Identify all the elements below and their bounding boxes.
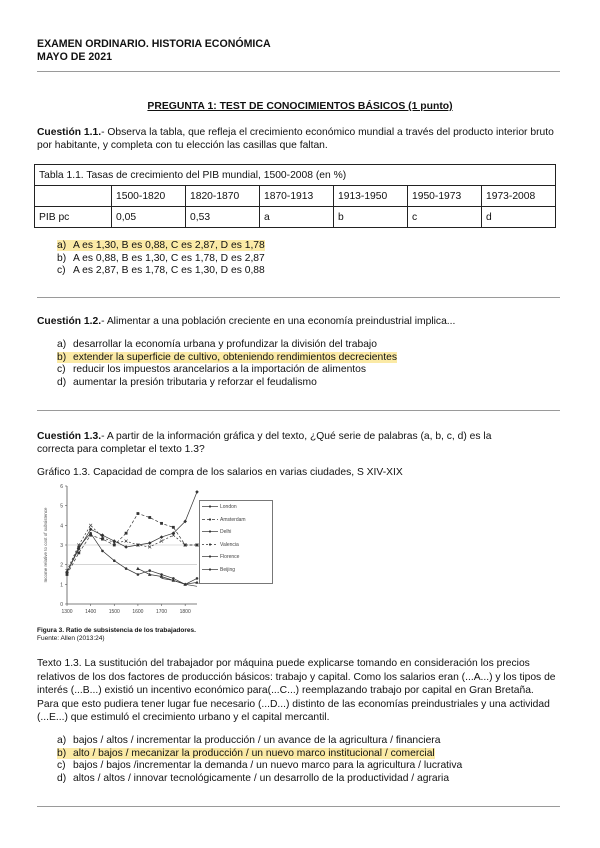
question-1-3 — [37, 430, 557, 457]
question-text: - Alimentar a una población creciente en una economía preindustrial implica... — [101, 316, 456, 327]
option-letter: b) — [57, 252, 67, 264]
option-text: A es 0,88, B es 1,30, C es 1,78, D es 2,87 — [73, 252, 265, 264]
y-tick-label: 3 — [60, 543, 63, 549]
legend-label: Florence — [220, 554, 240, 560]
y-tick-label: 4 — [60, 523, 63, 530]
data-point — [124, 545, 128, 549]
question-1-1 — [37, 126, 557, 153]
option-text: aumentar la presión tributaria y reforzar el feudalismo — [73, 376, 317, 388]
column-header: 1913-1950 — [334, 186, 408, 207]
data-point — [160, 573, 163, 576]
data-point — [113, 559, 116, 562]
option-letter: a) — [57, 240, 67, 251]
question-label: Cuestión 1.1. — [37, 127, 102, 138]
legend-swatch — [202, 554, 218, 559]
x-tick-label: 1600 — [132, 609, 144, 615]
option-text: bajos / altos / incrementar la producción / un avance de la agricultura / financiera — [73, 735, 441, 746]
option-c[interactable] — [57, 265, 557, 278]
option-a[interactable] — [57, 240, 557, 253]
data-point — [148, 573, 152, 576]
legend-item-florence — [200, 551, 272, 564]
table-cell: 0,05 — [112, 207, 186, 228]
legend-item-delhi — [200, 526, 272, 539]
data-point — [160, 540, 163, 543]
data-point — [148, 541, 152, 545]
option-letter: b) — [57, 351, 67, 363]
table-cell: 0,53 — [186, 207, 260, 228]
y-tick-label: 2 — [60, 562, 63, 569]
series-line-amsterdam — [67, 514, 197, 575]
legend-swatch — [202, 504, 218, 509]
data-point — [78, 546, 81, 549]
data-point — [112, 539, 116, 543]
line-chart — [37, 480, 223, 623]
legend-swatch — [202, 542, 218, 547]
table-header-row — [35, 186, 556, 207]
data-point — [125, 532, 128, 535]
option-text: A es 1,30, B es 0,88, C es 2,87, D es 1,78 — [73, 240, 265, 251]
question-label: Cuestión 1.2. — [37, 316, 102, 327]
text-1-3: Texto 1.3. La sustitución del trabajador por máquina puede explicarse tomando en consideración los precios relativos de los dos factores de producción básicos: trabajo y capital. Como los salarios eran (...A...) y los tipos de interés (...B...) existió un incentivo económico para(...C...) reemplazando trabajo por capital en Gran Bretaña. Para que esto pudiera tener lugar fue necesario (...D...) distinto de las economías preindustriales y una actividad (...E...) que estimuló el crecimiento urbano y el capital mercantil. — [37, 658, 556, 723]
x-tick-label: 1700 — [155, 609, 168, 615]
series-line-beijing — [162, 578, 198, 586]
y-axis-label: Income relative to cost of subsistence — [43, 507, 48, 583]
column-header: 1950-1973 — [408, 186, 482, 207]
column-header: 1820-1870 — [186, 186, 260, 207]
option-b[interactable] — [57, 253, 557, 266]
legend-swatch — [202, 517, 218, 522]
legend-label: London — [220, 504, 237, 510]
x-tick-label: 1800 — [179, 609, 191, 615]
option-letter: c) — [57, 760, 66, 772]
option-letter: a) — [57, 339, 67, 350]
table-caption: Tabla 1.1. Tasas de crecimiento del PIB mundial, 1500-2008 (en %) — [35, 165, 556, 186]
divider — [37, 71, 560, 72]
option-d[interactable] — [57, 377, 557, 390]
table-corner — [35, 186, 112, 207]
table-cell: a — [260, 207, 334, 228]
figure-source: Fuente: Allen (2013:24) — [37, 635, 105, 642]
question-1-2 — [37, 315, 557, 328]
x-tick-label: 1400 — [85, 609, 97, 615]
data-point — [172, 526, 175, 529]
option-letter: c) — [57, 265, 66, 277]
legend-item-valencia — [200, 539, 272, 552]
data-point — [89, 524, 92, 527]
legend-swatch — [202, 529, 218, 534]
y-tick-label: 0 — [60, 602, 63, 608]
option-b[interactable] — [57, 352, 557, 365]
y-tick-label: 6 — [60, 484, 63, 490]
data-point — [148, 569, 151, 572]
data-point — [160, 522, 163, 525]
section-title: PREGUNTA 1: TEST DE CONOCIMIENTOS BÁSICOS (1 punto) — [147, 101, 453, 112]
data-point — [89, 532, 92, 535]
data-point — [136, 567, 140, 570]
exam-date: MAYO DE 2021 — [37, 51, 112, 63]
series-line-valencia — [67, 525, 197, 570]
data-point — [160, 535, 164, 539]
data-point — [137, 512, 140, 515]
option-a[interactable] — [57, 339, 557, 352]
data-point — [125, 567, 128, 570]
option-text: desarrollar la economía urbana y profundizar la división del trabajo — [73, 339, 377, 350]
question-text: - A partir de la información gráfica y del texto, ¿Qué serie de palabras (a, b, c, d) es la — [101, 431, 492, 442]
growth-table — [34, 164, 556, 228]
options-1-1 — [57, 240, 557, 278]
option-b[interactable] — [57, 748, 557, 761]
option-text: bajos / bajos /incrementar la demanda / un nuevo marco para la agricultura / lucrativa — [73, 760, 463, 772]
options-1-2 — [57, 339, 557, 389]
legend-label: Amsterdam — [220, 516, 246, 523]
table-row — [35, 207, 556, 228]
column-header: 1500-1820 — [112, 186, 186, 207]
legend-label: Beijing — [220, 566, 236, 573]
column-header: 1870-1913 — [260, 186, 334, 207]
option-a[interactable] — [57, 735, 557, 748]
option-letter: d) — [57, 772, 67, 784]
option-letter: a) — [57, 735, 67, 746]
series-line-florence — [67, 533, 197, 584]
option-letter: c) — [57, 364, 66, 376]
legend-swatch — [202, 567, 218, 572]
option-letter: b) — [57, 747, 67, 759]
data-point — [172, 577, 175, 580]
x-tick-label: 1300 — [61, 609, 73, 615]
option-text: extender la superficie de cultivo, obteniendo rendimientos decrecientes — [73, 351, 397, 363]
table-cell: c — [408, 207, 482, 228]
option-text: altos / altos / innovar tecnológicamente / un desarrollo de la productividad / agraria — [73, 772, 450, 784]
option-d[interactable] — [57, 773, 557, 786]
question-text: - Observa la tabla, que refleja el crecimiento económico mundial a través del producto interior bruto por habitante, y completa con tu elección las casillas que faltan. — [37, 127, 554, 152]
data-point — [137, 573, 140, 576]
data-point — [101, 533, 105, 537]
table-cell: d — [482, 207, 556, 228]
legend-item-london — [200, 501, 272, 514]
divider — [37, 806, 560, 807]
chart-legend — [199, 500, 273, 584]
legend-item-beijing — [200, 564, 272, 577]
data-point — [196, 577, 199, 580]
option-c[interactable] — [57, 760, 557, 773]
wage-chart — [37, 480, 223, 623]
x-tick-label: 1500 — [108, 609, 120, 615]
options-1-3 — [57, 735, 557, 785]
question-text-line2: correcta para completar el texto 1.3? — [37, 444, 205, 456]
divider — [37, 297, 560, 298]
legend-label: Valencia — [220, 541, 239, 548]
data-point — [148, 516, 151, 519]
legend-label: Delhi — [220, 529, 232, 535]
y-tick-label: 1 — [60, 582, 63, 589]
option-text: alto / bajos / mecanizar la producción / un nuevo marco institucional / comercial — [73, 747, 435, 759]
series-line-london — [67, 492, 197, 573]
option-c[interactable] — [57, 364, 557, 377]
data-point — [77, 551, 80, 554]
figure-caption: Figura 3. Ratio de subsistencia de los trabajadores. — [37, 627, 196, 634]
data-point — [66, 571, 69, 574]
option-text: A es 2,87, B es 1,78, C es 1,30, D es 0,88 — [73, 265, 265, 277]
divider — [37, 410, 560, 411]
option-letter: d) — [57, 376, 67, 388]
chart-title: Gráfico 1.3. Capacidad de compra de los salarios en varias ciudades, S XIV-XIX — [37, 467, 403, 478]
y-tick-label: 5 — [60, 503, 63, 510]
question-label: Cuestión 1.3. — [37, 431, 102, 442]
table-cell: b — [334, 207, 408, 228]
row-label: PIB pc — [35, 207, 112, 228]
exam-title: EXAMEN ORDINARIO. HISTORIA ECONÓMICA — [37, 38, 271, 50]
column-header: 1973-2008 — [482, 186, 556, 207]
data-point — [195, 490, 199, 494]
legend-item-amsterdam — [200, 514, 272, 527]
data-point — [101, 550, 104, 553]
option-text: reducir los impuestos arancelarios a la importación de alimentos — [73, 364, 367, 376]
